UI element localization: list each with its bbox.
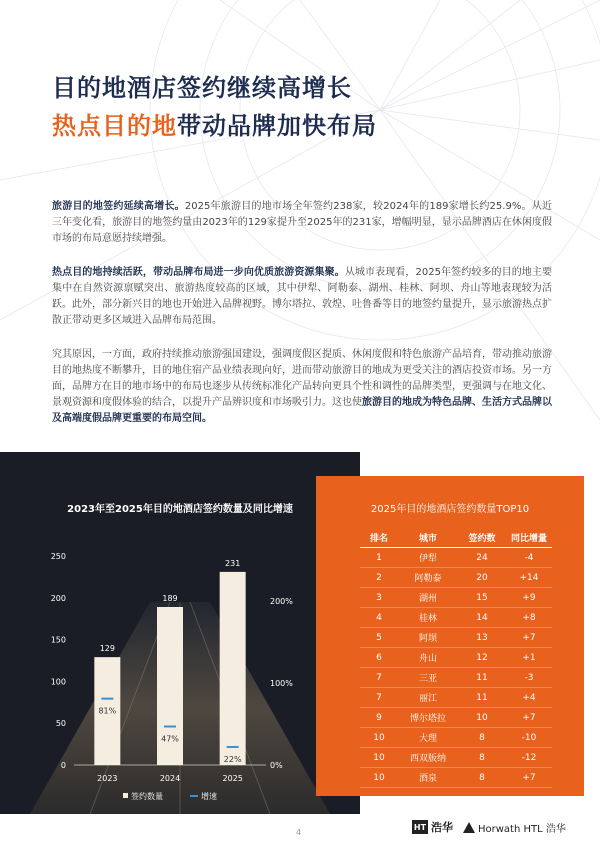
cell-rank: 10 bbox=[360, 728, 398, 748]
paragraph-1-lead: 旅游目的地签约延续高增长。 bbox=[52, 201, 185, 212]
ranking-table-panel bbox=[316, 476, 584, 796]
paragraph-3-body: 究其原因，一方面，政府持续推动旅游强国建设，强调度假区提质、休闲度假和特色旅游产品培育，带动推动旅游目的地热度不断攀升，目的地住宿产品业绩表现向好，进而带动旅游目的地成为更受关注的酒店投资市场。另一方面，品牌方在目的地市场中的布局也逐步从传统标准化产品转向更具个性和调性的品牌类型，更强调与在地文化、景观资源和度假体验的结合，以提升产品辨识度和市场吸引力。这也使 bbox=[52, 349, 552, 408]
cell-city: 酒泉 bbox=[398, 768, 458, 788]
legend-swatch-count bbox=[123, 793, 128, 798]
table-row bbox=[360, 608, 552, 628]
cell-rank: 4 bbox=[360, 608, 398, 628]
cell-growth: +7 bbox=[506, 708, 552, 728]
cell-count: 13 bbox=[458, 628, 506, 648]
cell-city: 三亚 bbox=[398, 668, 458, 688]
cell-rank: 10 bbox=[360, 768, 398, 788]
table-header-row bbox=[360, 528, 552, 548]
table-title: 2025年目的地酒店签约数量TOP10 bbox=[370, 504, 530, 515]
cell-city: 阿坝 bbox=[398, 628, 458, 648]
bar-line-chart bbox=[0, 452, 360, 814]
cell-city: 阿勒泰 bbox=[398, 568, 458, 588]
cell-growth: +14 bbox=[506, 568, 552, 588]
table-row bbox=[360, 668, 552, 688]
x-tick-label: 2025 bbox=[222, 774, 243, 783]
cell-growth: -12 bbox=[506, 748, 552, 768]
cell-city: 博尔塔拉 bbox=[398, 708, 458, 728]
cell-growth: +1 bbox=[506, 648, 552, 668]
cell-city: 湖州 bbox=[398, 588, 458, 608]
brand-logo-right-text: Horwath HTL 浩华 bbox=[478, 823, 566, 835]
ranking-table bbox=[360, 528, 552, 788]
brand-logo-right bbox=[463, 820, 566, 835]
y-right-tick-label: 0% bbox=[270, 761, 283, 770]
legend-label-count: 签约数量 bbox=[131, 792, 163, 801]
x-tick-label: 2023 bbox=[97, 774, 118, 783]
legend-label-growth: 增速 bbox=[201, 792, 217, 801]
table-row bbox=[360, 628, 552, 648]
table-body bbox=[360, 548, 552, 788]
bar-value-label: 189 bbox=[162, 593, 178, 603]
cell-city: 舟山 bbox=[398, 648, 458, 668]
paragraph-1 bbox=[52, 199, 552, 247]
cell-city: 丽江 bbox=[398, 688, 458, 708]
bar-value-label: 129 bbox=[99, 644, 115, 654]
cell-count: 8 bbox=[458, 748, 506, 768]
table-row bbox=[360, 728, 552, 748]
y-left-tick-label: 0 bbox=[60, 761, 66, 770]
cell-count: 11 bbox=[458, 688, 506, 708]
cell-rank: 7 bbox=[360, 668, 398, 688]
cell-city: 伊犁 bbox=[398, 548, 458, 568]
paragraph-2-lead: 热点目的地持续活跃，带动品牌布局进一步向优质旅游资源集聚。 bbox=[52, 267, 345, 278]
cell-growth: +7 bbox=[506, 628, 552, 648]
header-growth: 同比增量 bbox=[506, 528, 552, 548]
bar bbox=[220, 572, 246, 765]
table-row bbox=[360, 708, 552, 728]
footer-logos bbox=[412, 818, 566, 836]
table-row bbox=[360, 748, 552, 768]
page-title-line1: 目的地酒店签约继续高增长 bbox=[52, 74, 352, 102]
y-left-tick-label: 50 bbox=[55, 719, 66, 729]
page-title-line2 bbox=[52, 106, 377, 141]
brand-logo-left bbox=[412, 819, 453, 835]
table-row bbox=[360, 648, 552, 668]
cell-growth: +9 bbox=[506, 588, 552, 608]
cell-count: 12 bbox=[458, 648, 506, 668]
table-row bbox=[360, 568, 552, 588]
growth-value-label: 47% bbox=[161, 734, 179, 744]
horwath-mark-icon bbox=[463, 822, 475, 833]
cell-rank: 6 bbox=[360, 648, 398, 668]
y-left-tick-label: 250 bbox=[50, 552, 66, 561]
title-highlight: 热点目的地 bbox=[52, 112, 177, 140]
paragraph-3 bbox=[52, 347, 552, 427]
cell-count: 14 bbox=[458, 608, 506, 628]
cell-count: 20 bbox=[458, 568, 506, 588]
table-row bbox=[360, 768, 552, 788]
y-left-tick-label: 200 bbox=[50, 593, 66, 603]
cell-rank: 7 bbox=[360, 688, 398, 708]
y-right-tick-label: 200% bbox=[270, 597, 293, 607]
cell-rank: 2 bbox=[360, 568, 398, 588]
cell-growth: -10 bbox=[506, 728, 552, 748]
cell-growth: -3 bbox=[506, 668, 552, 688]
cell-rank: 10 bbox=[360, 748, 398, 768]
cell-count: 8 bbox=[458, 728, 506, 748]
table-row bbox=[360, 588, 552, 608]
cell-rank: 1 bbox=[360, 548, 398, 568]
cell-rank: 9 bbox=[360, 708, 398, 728]
header-city: 城市 bbox=[398, 528, 458, 548]
header-rank: 排名 bbox=[360, 528, 398, 548]
cell-count: 15 bbox=[458, 588, 506, 608]
paragraph-1-body: 2025年旅游目的地市场全年签约238家，较2024年的189家增长约25.9%。从近三年变化看，旅游目的地签约量由2023年的129家提升至2025年的231家，增幅明显，显示品牌酒店在休闲度假市场的布局意愿持续增强。 bbox=[52, 201, 552, 244]
cell-growth: +7 bbox=[506, 768, 552, 788]
growth-value-label: 22% bbox=[223, 754, 242, 764]
y-left-tick-label: 100 bbox=[50, 677, 66, 687]
bar-value-label: 231 bbox=[225, 558, 241, 568]
y-right-tick-label: 100% bbox=[270, 679, 293, 689]
page-number: 4 bbox=[296, 828, 302, 837]
chart-title: 2023年至2025年目的地酒店签约数量及同比增速 bbox=[67, 504, 293, 515]
table-row bbox=[360, 688, 552, 708]
cell-rank: 3 bbox=[360, 588, 398, 608]
cell-count: 10 bbox=[458, 708, 506, 728]
title-rest: 带动品牌加快布局 bbox=[177, 112, 377, 140]
growth-value-label: 81% bbox=[98, 706, 117, 716]
paragraph-2 bbox=[52, 265, 552, 329]
chart-panel bbox=[0, 452, 360, 814]
table-row bbox=[360, 548, 552, 568]
paragraph-2-body: 从城市表现看，2025年签约较多的目的地主要集中在自然资源禀赋突出、旅游热度较高的区域，其中伊犁、阿勒泰、湖州、桂林、阿坝、舟山等地表现较为活跃。此外，部分新兴目的地也开始进入品牌视野。博尔塔拉、敦煌、吐鲁番等目的地签约量提升，显示旅游热点扩散正带动更多区域进入品牌布局范围。 bbox=[52, 267, 553, 326]
paragraph-3-conclusion: 旅游目的地成为特色品牌、生活方式品牌以及高端度假品牌更重要的布局空间。 bbox=[52, 397, 552, 424]
cell-rank: 5 bbox=[360, 628, 398, 648]
cell-growth: -4 bbox=[506, 548, 552, 568]
brand-logo-left-text: 浩华 bbox=[431, 821, 453, 834]
cell-growth: +4 bbox=[506, 688, 552, 708]
cell-count: 8 bbox=[458, 768, 506, 788]
x-tick-label: 2024 bbox=[159, 774, 181, 783]
cell-count: 11 bbox=[458, 668, 506, 688]
y-left-tick-label: 150 bbox=[50, 635, 66, 645]
brand-logo-icon: HT bbox=[412, 820, 428, 834]
cell-city: 桂林 bbox=[398, 608, 458, 628]
cell-city: 西双版纳 bbox=[398, 748, 458, 768]
cell-growth: +8 bbox=[506, 608, 552, 628]
cell-count: 24 bbox=[458, 548, 506, 568]
header-count: 签约数 bbox=[458, 528, 506, 548]
cell-city: 大理 bbox=[398, 728, 458, 748]
